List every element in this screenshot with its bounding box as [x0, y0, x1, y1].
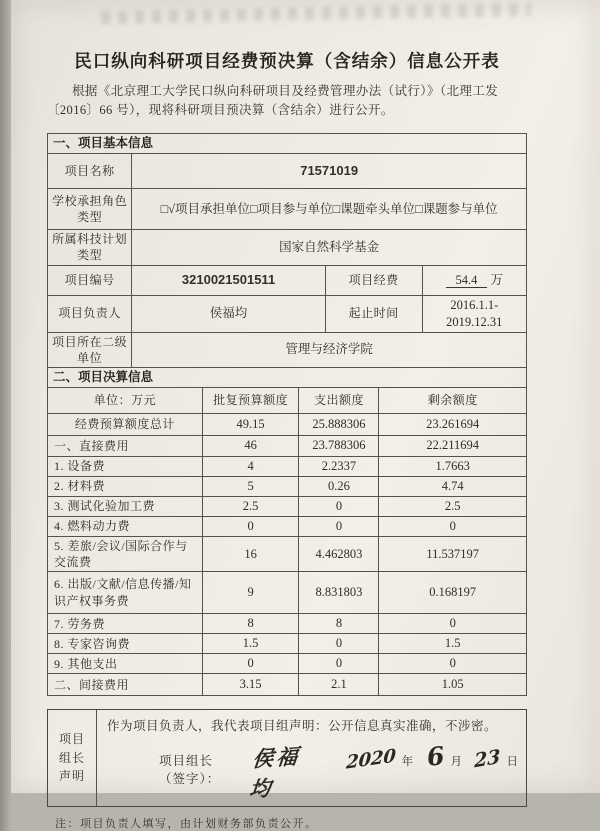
table-row — [48, 189, 527, 230]
declaration-label-line: 组长 — [58, 750, 85, 765]
document-content — [47, 0, 527, 831]
column-header-spent: 支出额度 — [299, 387, 379, 413]
intro-paragraph: 根据《北京理工大学民口纵向科研项目及经费管理办法（试行）》（北理工发〔2016〕66 号），现将科研项目预决算（含结余）进行公开。 — [47, 84, 499, 118]
row-budget: 0 — [202, 516, 299, 536]
role-type-label: 学校承担角色类型 — [48, 189, 132, 230]
row-spent: 8.831803 — [299, 572, 379, 614]
column-header-approved: 批复预算额度 — [202, 387, 299, 413]
table-row — [48, 516, 527, 536]
table-row — [48, 230, 527, 265]
date-day-unit: 日 — [506, 756, 518, 769]
role-type-checkboxes: □√项目承担单位□项目参与单位□课题牵头单位□课题参与单位 — [132, 189, 527, 230]
row-spent: 0 — [299, 634, 379, 654]
row-label: 一、直接费用 — [48, 435, 203, 456]
period-label: 起止时间 — [325, 295, 422, 332]
table-row — [48, 572, 527, 614]
date-month-unit: 月 — [450, 756, 463, 769]
row-budget: 49.15 — [202, 413, 299, 435]
row-budget: 8 — [202, 614, 299, 634]
table-row — [48, 332, 527, 367]
row-budget: 3.15 — [202, 674, 299, 696]
leader-label: 项目负责人 — [48, 295, 132, 332]
row-remain: 1.5 — [379, 634, 527, 654]
table-row — [48, 265, 527, 295]
row-label: 5. 差旅/会议/国际合作与交流费 — [48, 536, 203, 571]
row-remain: 0 — [379, 516, 527, 536]
row-label: 3. 测试化验加工费 — [48, 496, 203, 516]
column-header-unit: 单位：万元 — [48, 387, 203, 413]
table-row — [48, 456, 527, 476]
row-spent: 0 — [299, 516, 379, 536]
row-label: 8. 专家咨询费 — [48, 634, 203, 654]
table-row — [48, 634, 527, 654]
row-label: 6. 出版/文献/信息传播/知识产权事务费 — [48, 572, 203, 614]
row-budget: 1.5 — [202, 634, 299, 654]
row-budget: 9 — [202, 572, 299, 614]
project-number-label: 项目编号 — [48, 265, 132, 295]
table-row — [48, 154, 527, 189]
project-number-value: 3210021501511 — [132, 265, 326, 295]
funds-unit: 万 — [490, 272, 504, 287]
row-remain: 22.211694 — [379, 435, 527, 456]
signature-row — [107, 742, 518, 802]
budget-table — [47, 367, 527, 696]
page-title: 民口纵向科研项目经费预决算（含结余）信息公开表 — [74, 51, 500, 71]
table-row — [48, 435, 527, 456]
row-spent: 25.888306 — [299, 413, 379, 435]
budget-table-column-header-row — [48, 387, 527, 413]
row-spent: 0.26 — [299, 476, 379, 496]
table-row — [48, 496, 527, 516]
row-budget: 16 — [202, 536, 299, 571]
row-spent: 0 — [299, 496, 379, 516]
column-header-remaining: 剩余额度 — [379, 387, 527, 413]
row-budget: 4 — [202, 456, 299, 476]
section2-header-row — [48, 367, 527, 387]
signature-label: 项目组长（签字）： — [159, 754, 221, 787]
date-month-handwriting: 6 — [425, 741, 447, 772]
row-label: 7. 劳务费 — [48, 614, 203, 634]
project-name-value: 71571019 — [132, 154, 527, 189]
row-remain: 4.74 — [379, 476, 527, 496]
funds-amount: 54.4 — [446, 273, 488, 288]
table-row — [48, 674, 527, 696]
declaration-statement: 作为项目负责人，我代表项目组声明：公开信息真实准确，不涉密。 — [107, 719, 498, 734]
section1-header: 一、项目基本信息 — [48, 134, 527, 154]
date-year-handwriting: 2020 — [345, 745, 397, 774]
date-year-unit: 年 — [401, 756, 414, 769]
row-remain: 0.168197 — [379, 572, 527, 614]
row-budget: 0 — [202, 654, 299, 674]
declaration-body — [97, 710, 526, 806]
row-spent: 2.1 — [299, 674, 379, 696]
footnote: 注：项目负责人填写，由计划财务部负责公开。 — [55, 818, 318, 831]
secondary-unit-label: 项目所在二级单位 — [48, 332, 132, 367]
row-remain: 11.537197 — [379, 536, 527, 571]
table-row — [48, 654, 527, 674]
project-funds-value — [422, 265, 526, 295]
row-label: 4. 燃料动力费 — [48, 516, 203, 536]
row-remain: 2.5 — [379, 496, 527, 516]
basic-info-table — [47, 133, 527, 368]
section1-header-row — [48, 134, 527, 154]
row-remain: 1.7663 — [379, 456, 527, 476]
row-label: 2. 材料费 — [48, 476, 203, 496]
date-day-handwriting: 23 — [474, 745, 501, 773]
row-remain: 23.261694 — [379, 413, 527, 435]
row-remain: 0 — [379, 614, 527, 634]
table-row — [48, 295, 527, 332]
row-label: 二、间接费用 — [48, 674, 203, 696]
row-spent: 2.2337 — [299, 456, 379, 476]
declaration-label-line: 声明 — [58, 769, 85, 784]
row-label: 经费预算额度总计 — [48, 413, 203, 435]
project-name-label: 项目名称 — [48, 154, 132, 189]
period-value: 2016.1.1-2019.12.31 — [422, 295, 526, 332]
table-row — [48, 614, 527, 634]
table-row — [48, 476, 527, 496]
row-spent: 4.462803 — [299, 536, 379, 571]
row-remain: 1.05 — [379, 674, 527, 696]
row-remain: 0 — [379, 654, 527, 674]
table-row — [48, 413, 527, 435]
declaration-label — [48, 710, 97, 806]
section2-header: 二、项目决算信息 — [48, 367, 527, 387]
signature-handwriting: 侯福均 — [247, 743, 302, 803]
row-spent: 23.788306 — [299, 435, 379, 456]
row-spent: 0 — [299, 654, 379, 674]
row-spent: 8 — [299, 614, 379, 634]
plan-type-value: 国家自然科学基金 — [132, 230, 527, 265]
plan-type-label: 所属科技计划类型 — [48, 230, 132, 265]
table-row — [48, 536, 527, 571]
paper-sheet — [11, 0, 600, 831]
row-label: 1. 设备费 — [48, 456, 203, 476]
declaration-label-line: 项目 — [58, 732, 85, 747]
secondary-unit-value: 管理与经济学院 — [132, 332, 527, 367]
row-label: 9. 其他支出 — [48, 654, 203, 674]
project-funds-label: 项目经费 — [325, 265, 422, 295]
row-budget: 5 — [202, 476, 299, 496]
leader-value: 侯福均 — [132, 295, 326, 332]
row-budget: 46 — [202, 435, 299, 456]
row-budget: 2.5 — [202, 496, 299, 516]
declaration-box — [47, 709, 527, 807]
